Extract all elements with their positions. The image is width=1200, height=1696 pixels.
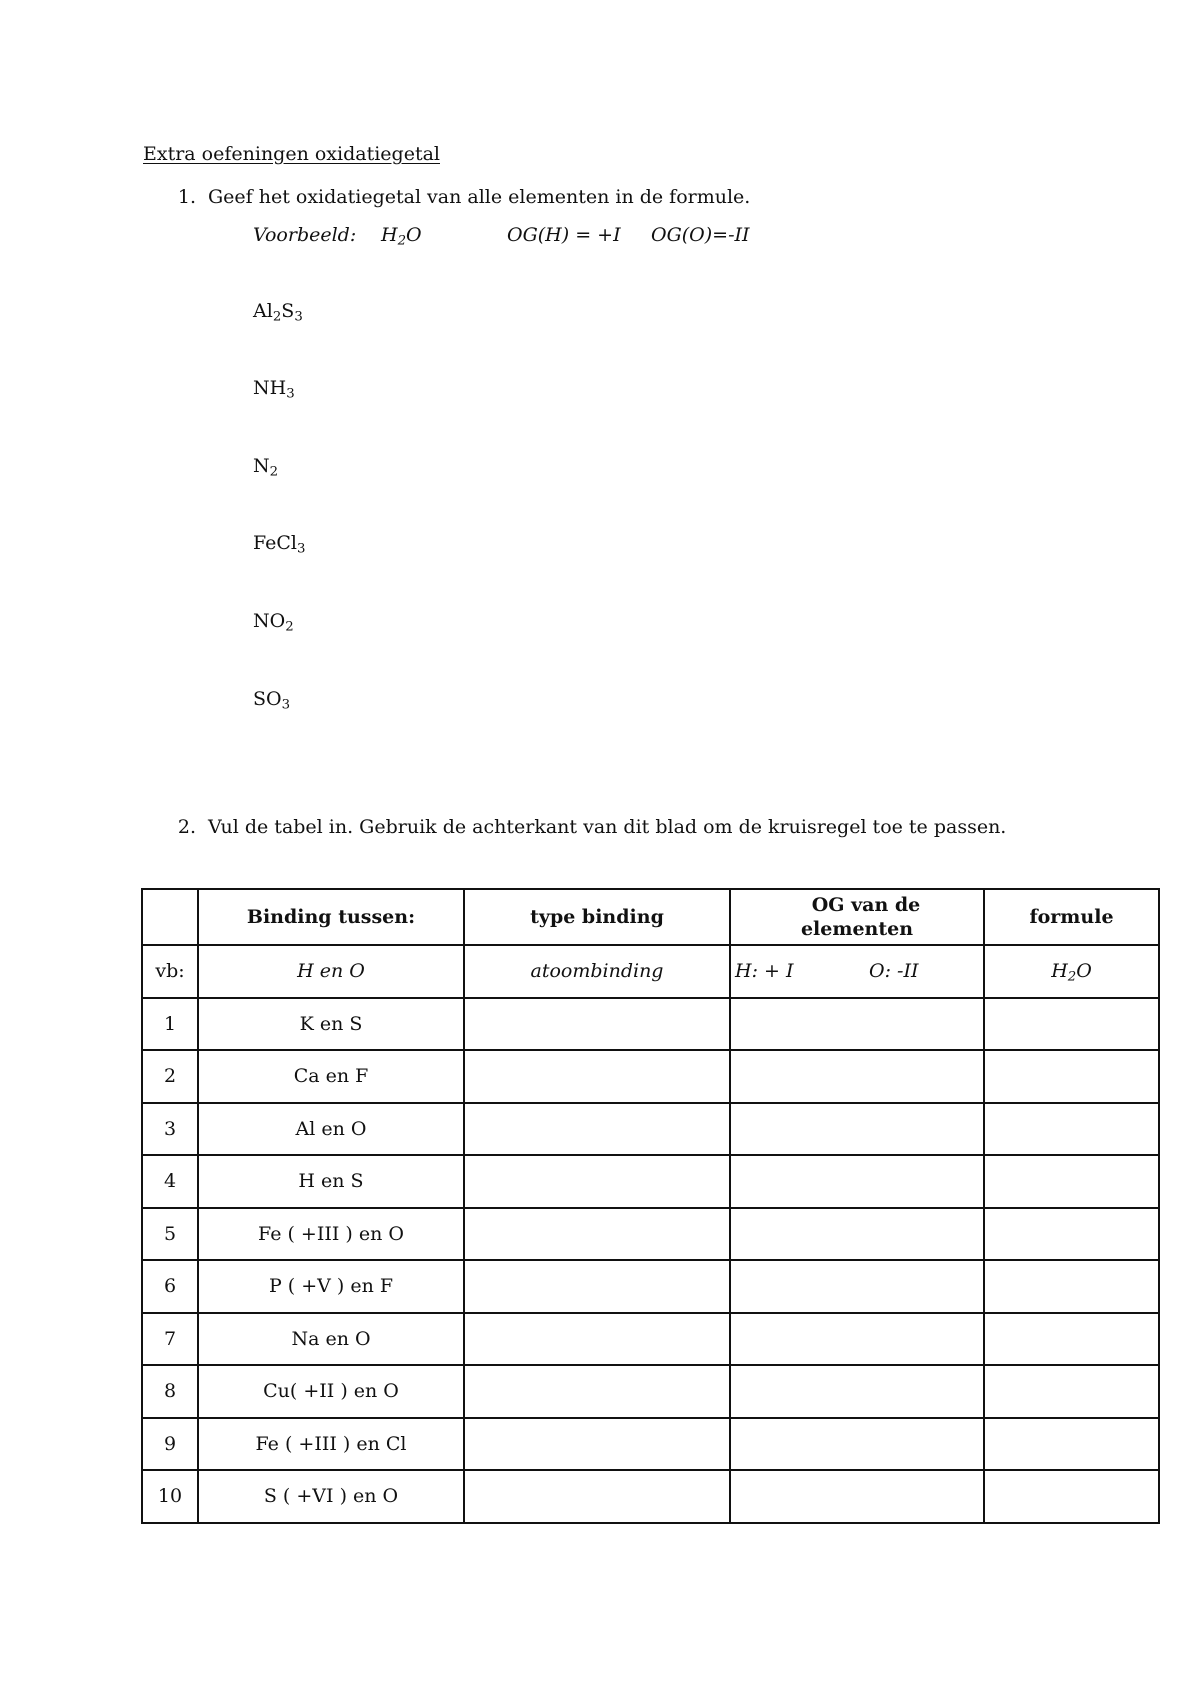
row-binding: Al en O (198, 1103, 464, 1156)
header-og (730, 889, 984, 945)
question-text: Geef het oxidatiegetal van alle elementen in de formule. (208, 186, 751, 208)
example-formula (381, 224, 422, 249)
row-formule-answer[interactable] (984, 1050, 1159, 1103)
row-binding: Na en O (198, 1313, 464, 1366)
table-row (142, 1208, 1159, 1261)
formula-subscript: 3 (286, 386, 295, 402)
row-formule-answer[interactable] (984, 998, 1159, 1051)
header-empty (142, 889, 198, 945)
example-formula-tail: O (406, 224, 422, 246)
row-og-answer[interactable] (730, 1208, 984, 1261)
formula-subscript: 3 (297, 541, 306, 557)
row-formule-answer[interactable] (984, 1470, 1159, 1523)
row-type-answer[interactable] (464, 1365, 730, 1418)
example-row-formule-main: H (1051, 960, 1068, 983)
example-row-label: vb: (142, 945, 198, 998)
row-binding: Fe ( +III ) en Cl (198, 1418, 464, 1471)
row-formule-answer[interactable] (984, 1313, 1159, 1366)
question-number: 1. (177, 186, 196, 208)
formula-item (253, 300, 303, 325)
formula-item (253, 532, 306, 557)
row-binding: K en S (198, 998, 464, 1051)
formula-subscript: 2 (285, 619, 294, 635)
row-og-answer[interactable] (730, 1470, 984, 1523)
row-og-answer[interactable] (730, 1260, 984, 1313)
formula-item (253, 610, 294, 635)
table-row (142, 998, 1159, 1051)
header-og-line1: OG van de (811, 894, 921, 916)
row-og-answer[interactable] (730, 1155, 984, 1208)
row-type-answer[interactable] (464, 1418, 730, 1471)
row-type-answer[interactable] (464, 1470, 730, 1523)
row-og-answer[interactable] (730, 998, 984, 1051)
example-label: Voorbeeld: (253, 224, 357, 246)
row-number: 4 (142, 1155, 198, 1208)
formula-text: NH (253, 377, 287, 399)
row-number: 10 (142, 1470, 198, 1523)
example-row-type: atoombinding (464, 945, 730, 998)
example-row-binding: H en O (198, 945, 464, 998)
table-row (142, 1050, 1159, 1103)
row-type-answer[interactable] (464, 1208, 730, 1261)
row-formule-answer[interactable] (984, 1155, 1159, 1208)
row-binding: H en S (198, 1155, 464, 1208)
header-og-line2: elementen (800, 918, 914, 940)
formula-text: Al (253, 300, 273, 322)
row-og-answer[interactable] (730, 1365, 984, 1418)
row-formule-answer[interactable] (984, 1365, 1159, 1418)
row-number: 6 (142, 1260, 198, 1313)
worksheet-title: Extra oefeningen oxidatiegetal (143, 143, 440, 165)
question-text: Vul de tabel in. Gebruik de achterkant van dit blad om de kruisregel toe te passen. (208, 816, 1007, 838)
formula-text: N (253, 455, 270, 477)
example-row-og-a: H: + I (735, 960, 794, 983)
table-row (142, 1260, 1159, 1313)
table-example-row (142, 945, 1159, 998)
row-type-answer[interactable] (464, 1050, 730, 1103)
row-og-answer[interactable] (730, 1103, 984, 1156)
row-og-answer[interactable] (730, 1313, 984, 1366)
row-formule-answer[interactable] (984, 1260, 1159, 1313)
row-og-answer[interactable] (730, 1418, 984, 1471)
header-type: type binding (464, 889, 730, 945)
table-row (142, 1418, 1159, 1471)
row-formule-answer[interactable] (984, 1103, 1159, 1156)
row-type-answer[interactable] (464, 1155, 730, 1208)
row-formule-answer[interactable] (984, 1418, 1159, 1471)
row-number: 3 (142, 1103, 198, 1156)
formula-item (253, 688, 291, 713)
row-og-answer[interactable] (730, 1050, 984, 1103)
formula-subscript: 2 (269, 464, 279, 480)
row-number: 1 (142, 998, 198, 1051)
row-number: 5 (142, 1208, 198, 1261)
example-og-o: OG(O)=-II (651, 224, 750, 246)
example-row-formule (984, 945, 1159, 998)
row-number: 8 (142, 1365, 198, 1418)
row-binding: Cu( +II ) en O (198, 1365, 464, 1418)
example-og-h: OG(H) = +I (507, 224, 621, 246)
row-binding: Fe ( +III ) en O (198, 1208, 464, 1261)
table-header-row (142, 889, 1159, 945)
formula-text: SO (253, 688, 282, 710)
table-row (142, 1103, 1159, 1156)
answer-table (141, 888, 1160, 1524)
formula-subscript: 3 (294, 309, 303, 325)
example-row-og-b: O: -II (869, 960, 919, 983)
formula-subscript: 2 (272, 309, 282, 325)
row-formule-answer[interactable] (984, 1208, 1159, 1261)
table-row (142, 1470, 1159, 1523)
row-type-answer[interactable] (464, 998, 730, 1051)
table-row (142, 1365, 1159, 1418)
row-number: 9 (142, 1418, 198, 1471)
formula-subscript: 3 (281, 697, 291, 713)
row-type-answer[interactable] (464, 1313, 730, 1366)
row-binding: Ca en F (198, 1050, 464, 1103)
row-type-answer[interactable] (464, 1103, 730, 1156)
example-row-og (730, 945, 984, 998)
question-number: 2. (177, 816, 196, 838)
table-row (142, 1313, 1159, 1366)
row-binding: P ( +V ) en F (198, 1260, 464, 1313)
example-formula-sub: 2 (397, 233, 407, 249)
row-binding: S ( +VI ) en O (198, 1470, 464, 1523)
row-number: 2 (142, 1050, 198, 1103)
formula-text: S (281, 300, 295, 322)
formula-item (253, 377, 295, 402)
formula-text: FeCl (253, 532, 298, 554)
example-formula-main: H (381, 224, 398, 246)
formula-text: NO (253, 610, 286, 632)
header-binding: Binding tussen: (198, 889, 464, 945)
formula-item (253, 455, 279, 480)
example-row-formule-sub: 2 (1067, 969, 1077, 985)
row-type-answer[interactable] (464, 1260, 730, 1313)
header-formule: formule (984, 889, 1159, 945)
table-row (142, 1155, 1159, 1208)
row-number: 7 (142, 1313, 198, 1366)
example-row-formule-tail: O (1076, 960, 1092, 983)
